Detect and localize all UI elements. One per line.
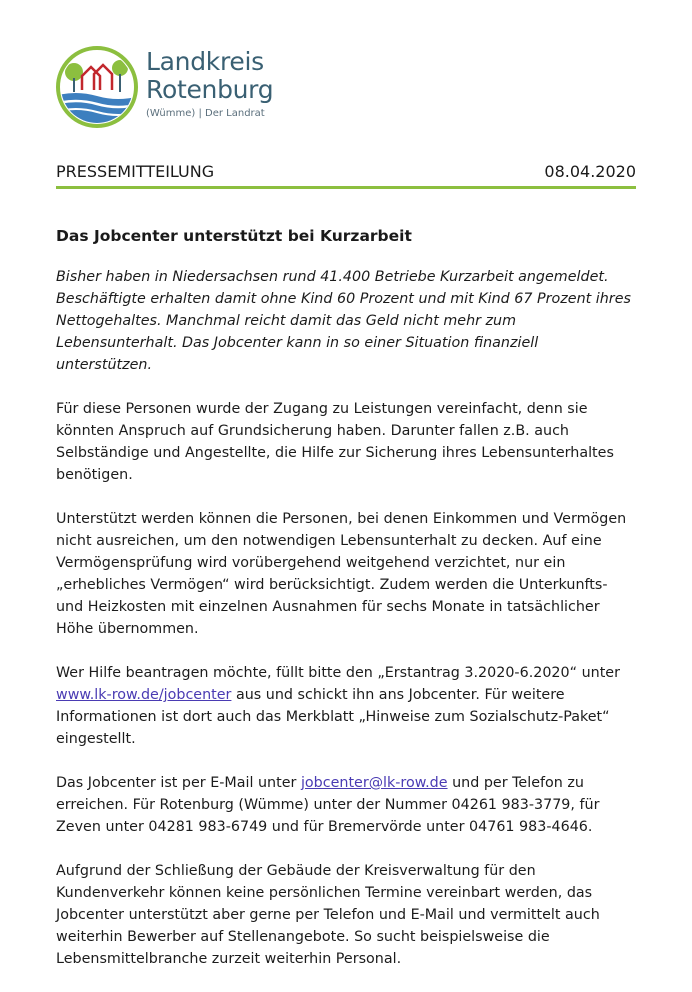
paragraph-application [56,662,638,750]
press-release-header [56,162,636,182]
logo-line-rotenburg: Rotenburg [146,75,274,104]
press-release-label: PRESSEMITTEILUNG [56,162,215,181]
paragraph-contact-text-1: Das Jobcenter ist per E-Mail unter [56,775,301,791]
landkreis-emblem-icon [54,44,140,130]
article-headline: Das Jobcenter unterstützt bei Kurzarbeit [56,227,412,245]
landkreis-logo [54,44,294,130]
paragraph-application-text-1: Wer Hilfe beantragen möchte, füllt bitte den „Erstantrag 3.2020-6.2020“ unter [56,665,620,681]
jobcenter-website-link[interactable]: www.lk-row.de/jobcenter [56,687,232,703]
lead-paragraph: Bisher haben in Niedersachsen rund 41.400 Betriebe Kurzarbeit angemeldet. Beschäftigte erhalten damit ohne Kind 60 Prozent und mit Kind 67 Prozent ihres Nettogehaltes. Manchmal reicht damit das Geld nicht mehr zum Lebensunterhalt. Das Jobcenter kann in so einer Situation finanziell unterstützen. [56,269,631,373]
logo-wordmark [146,48,273,119]
paragraph-contact [56,772,638,838]
jobcenter-email-link[interactable]: jobcenter@lk-row.de [300,775,448,791]
press-release-date: 08.04.2020 [544,162,636,181]
paragraph-closure: Aufgrund der Schließung der Gebäude der Kreisverwaltung für den Kundenverkehr können keine persönlichen Termine vereinbart werden, das Jobcenter unterstützt aber gerne per Telefon und E-Mail und vermittelt auch weiterhin Bewerber auf Stellenangebote. So sucht beispielsweise die Lebensmittelbranche zurzeit weiterhin Personal. [56,863,600,967]
paragraph-application-text-2: aus und schickt ihn ans Jobcenter. Für weitere Informationen ist dort auch das Merkblatt „Hinweise zum Sozialschutz-Paket“ eingestellt. [56,687,610,747]
paragraph-access: Für diese Personen wurde der Zugang zu Leistungen vereinfacht, denn sie könnten Anspruch auf Grundsicherung haben. Darunter fallen z.B. auch Selbständige und Angestellte, die Hilfe zur Sicherung ihres Lebensunterhaltes benötigen. [56,401,614,483]
header-divider [56,186,636,189]
logo-line-landkreis: Landkreis [146,47,264,76]
article-body [56,266,638,992]
paragraph-eligibility: Unterstützt werden können die Personen, bei denen Einkommen und Vermögen nicht ausreichen, um den notwendigen Lebensunterhalt zu decken. Auf eine Vermögensprüfung wird vorübergehend weitgehend verzichtet, nur ein „erhebliches Vermögen“ wird berücksichtigt. Zudem werden die Unterkunfts- und Heizkosten mit einzelnen Ausnahmen für sechs Monate in tatsächlicher Höhe übernommen. [56,511,627,637]
paragraph-contact-text-2: und per Telefon zu erreichen. Für Rotenburg (Wümme) unter der Nummer 04261 983-3779, für Zeven unter 04281 983-6749 und für Bremervörde unter 04761 983-4646. [56,775,600,835]
logo-line-subtitle: (Wümme) | Der Landrat [146,108,265,119]
